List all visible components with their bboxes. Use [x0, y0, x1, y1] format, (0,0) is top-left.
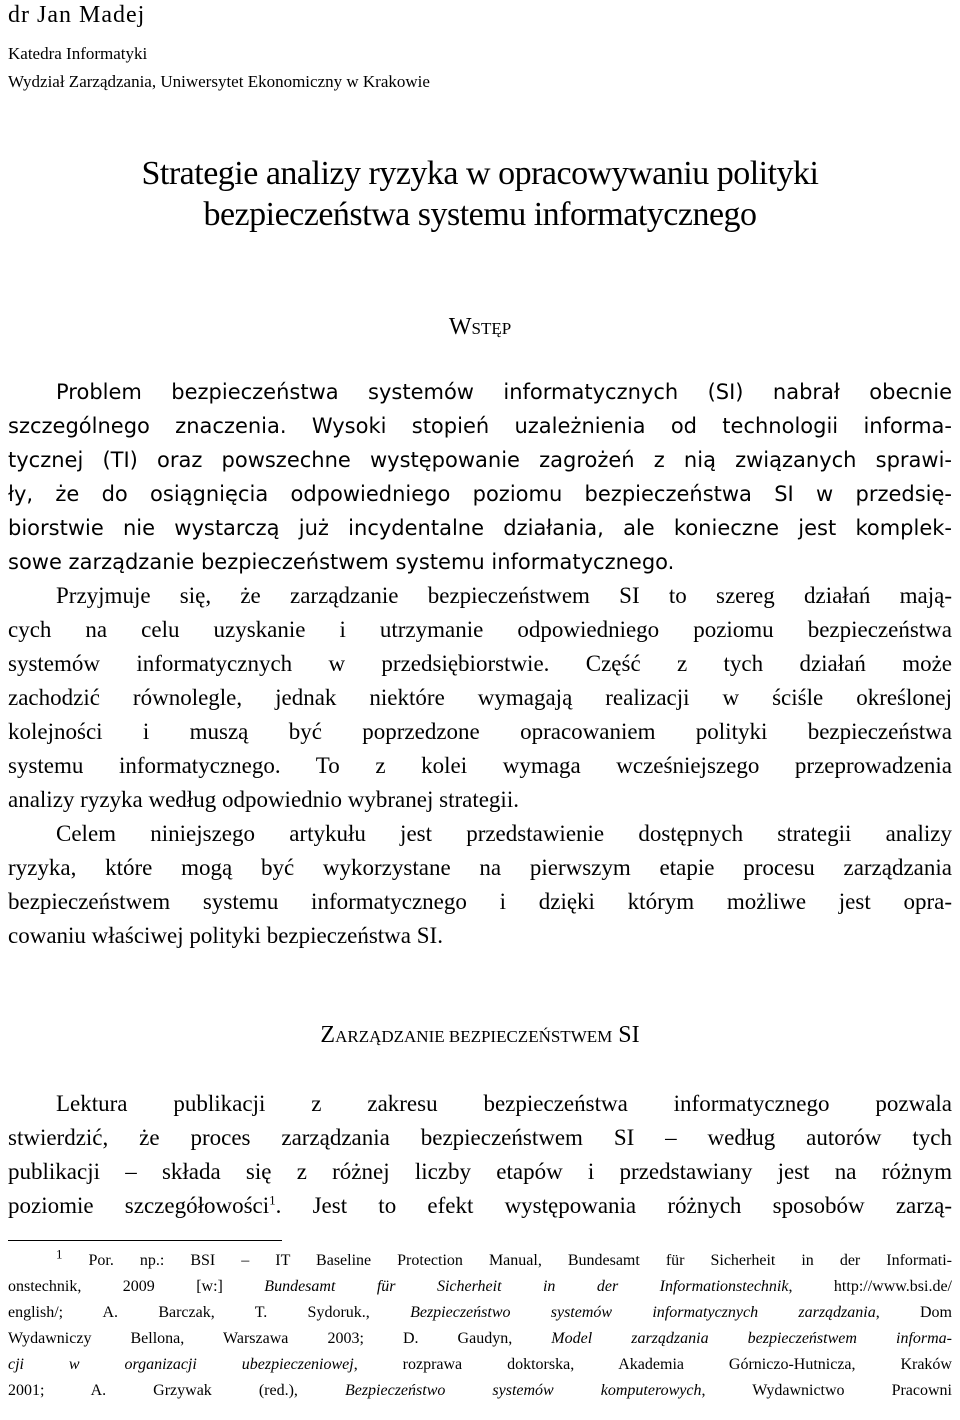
section-heading-zarzadzanie [0, 1022, 960, 1049]
footnote-link[interactable]: , http://www.bsi.de/ [788, 1278, 952, 1295]
footnote-text: , rozprawa doktorska, Akademia Górniczo-Hutnicza, Kraków [353, 1356, 952, 1373]
footnote-ref[interactable]: 1 [269, 1192, 276, 1208]
para1-line-3: tycznej (TI) oraz powszechne występowanie zagrożeń z nią związanych sprawi- [8, 448, 952, 472]
footnote-text: , Dom [875, 1304, 953, 1321]
para4-line-1: Lektura publikacji z zakresu bezpieczeństwa informatycznego pozwala [56, 1091, 952, 1116]
para2-line-2: cych na celu uzyskanie i utrzymanie odpowiedniego poziomu bezpieczeństwa [8, 617, 952, 642]
title-line-2: bezpieczeństwa systemu informatycznego [203, 196, 757, 233]
para3-line-4: cowaniu właściwej polityki bezpieczeństwa SI. [8, 923, 443, 948]
para2-line-5: kolejności i muszą być poprzedzone opracowaniem polityki bezpieczeństwa [8, 719, 952, 744]
footnote-line-2 [8, 1278, 952, 1296]
footnote-line-3 [8, 1304, 952, 1322]
footnote-italic: Bezpieczeństwo systemów komputerowych [344, 1382, 702, 1399]
affiliation-faculty: Wydział Zarządzania, Uniwersytet Ekonomiczny w Krakowie [8, 72, 430, 91]
footnote-line-6 [8, 1382, 952, 1400]
title-line-1: Strategie analizy ryzyka w opracowywaniu polityki [141, 155, 819, 192]
footnote-italic: cji w organizacji ubezpieczeniowej [8, 1356, 354, 1373]
footnote-line-4 [8, 1330, 952, 1348]
para3-line-2: ryzyka, które mogą być wykorzystane na pierwszym etapie procesu zarządzania [8, 855, 952, 880]
section-heading-wstep [0, 314, 960, 341]
footnote-line-5 [8, 1356, 952, 1374]
footnote-line-1 [56, 1246, 953, 1270]
para2-line-7: analizy ryzyka według odpowiednio wybranej strategii. [8, 787, 519, 812]
para1-line-5: biorstwie nie wystarczą już incydentalne działania, ale konieczne jest komplek- [8, 516, 952, 540]
footnote-text: 2001; A. Grzywak (red.), [8, 1382, 345, 1399]
para1-line-2: szczególnego znaczenia. Wysoki stopień uzależnienia od technologii informa- [8, 414, 952, 438]
footnote-italic: Model zarządzania bezpieczeństwem informa- [551, 1330, 952, 1347]
para4-text-a: poziomie szczegółowości [8, 1193, 270, 1218]
footnote-text: , Wydawnictwo Pracowni [701, 1382, 953, 1399]
para2-line-6: systemu informatycznego. To z kolei wymaga wcześniejszego przeprowadzenia [8, 753, 952, 778]
heading-end: SI [618, 1022, 640, 1048]
footnote-text: Wydawniczy Bellona, Warszawa 2003; D. Gaudyn, [8, 1330, 552, 1347]
para4-line-4 [8, 1193, 952, 1219]
para4-text-b: . Jest to efekt występowania różnych sposobów zarzą- [275, 1193, 952, 1218]
heading-cap: Z [320, 1022, 336, 1048]
para1-line-4: ły, że do osiągnięcia odpowiedniego poziomu bezpieczeństwa SI w przedsię- [8, 482, 952, 506]
footnote-text: onstechnik, 2009 [w:] [8, 1278, 265, 1295]
para2-line-4: zachodzić równolegle, jednak niektóre wymagają realizacji w ściśle określonej [8, 685, 952, 710]
para3-line-1: Celem niniejszego artykułu jest przedstawienie dostępnych strategii analizy [56, 821, 952, 846]
footnote-italic: Bundesamt für Sicherheit in der Informationstechnik [264, 1278, 789, 1295]
heading-mid: ARZĄDZANIE BEZPIECZEŃSTWEM [335, 1027, 613, 1046]
para2-line-1: Przyjmuje się, że zarządzanie bezpieczeństwem SI to szereg działań mają- [56, 583, 952, 608]
footnote-text: english/; A. Barczak, T. Sydoruk., [8, 1304, 411, 1321]
para4-line-2: stwierdzić, że proces zarządzania bezpieczeństwem SI – według autorów tych [8, 1125, 952, 1150]
para1-line-6: sowe zarządzanie bezpieczeństwem systemu informatycznego. [8, 550, 675, 574]
heading-rest: STĘP [471, 319, 512, 338]
footnote-text: Por. np.: BSI – IT Baseline Protection Manual, Bundesamt für Sicherheit in der Informati- [88, 1252, 953, 1269]
footnote-separator [8, 1240, 282, 1241]
para1-line-1: Problem bezpieczeństwa systemów informatycznych (SI) nabrał obecnie [56, 380, 952, 404]
footnote-italic: Bezpieczeństwo systemów informatycznych zarządzania [410, 1304, 876, 1321]
para3-line-3: bezpieczeństwem systemu informatycznego i dzięki którym możliwe jest opra- [8, 889, 952, 914]
para2-line-3: systemów informatycznych w przedsiębiorstwie. Część z tych działań może [8, 651, 952, 676]
heading-cap: W [448, 314, 472, 340]
footnote-number: 1 [56, 1246, 63, 1262]
affiliation-department: Katedra Informatyki [8, 44, 148, 63]
para4-line-3: publikacji – składa się z różnej liczby etapów i przedstawiany jest na różnym [8, 1159, 952, 1184]
author-name: dr Jan Madej [8, 2, 146, 28]
